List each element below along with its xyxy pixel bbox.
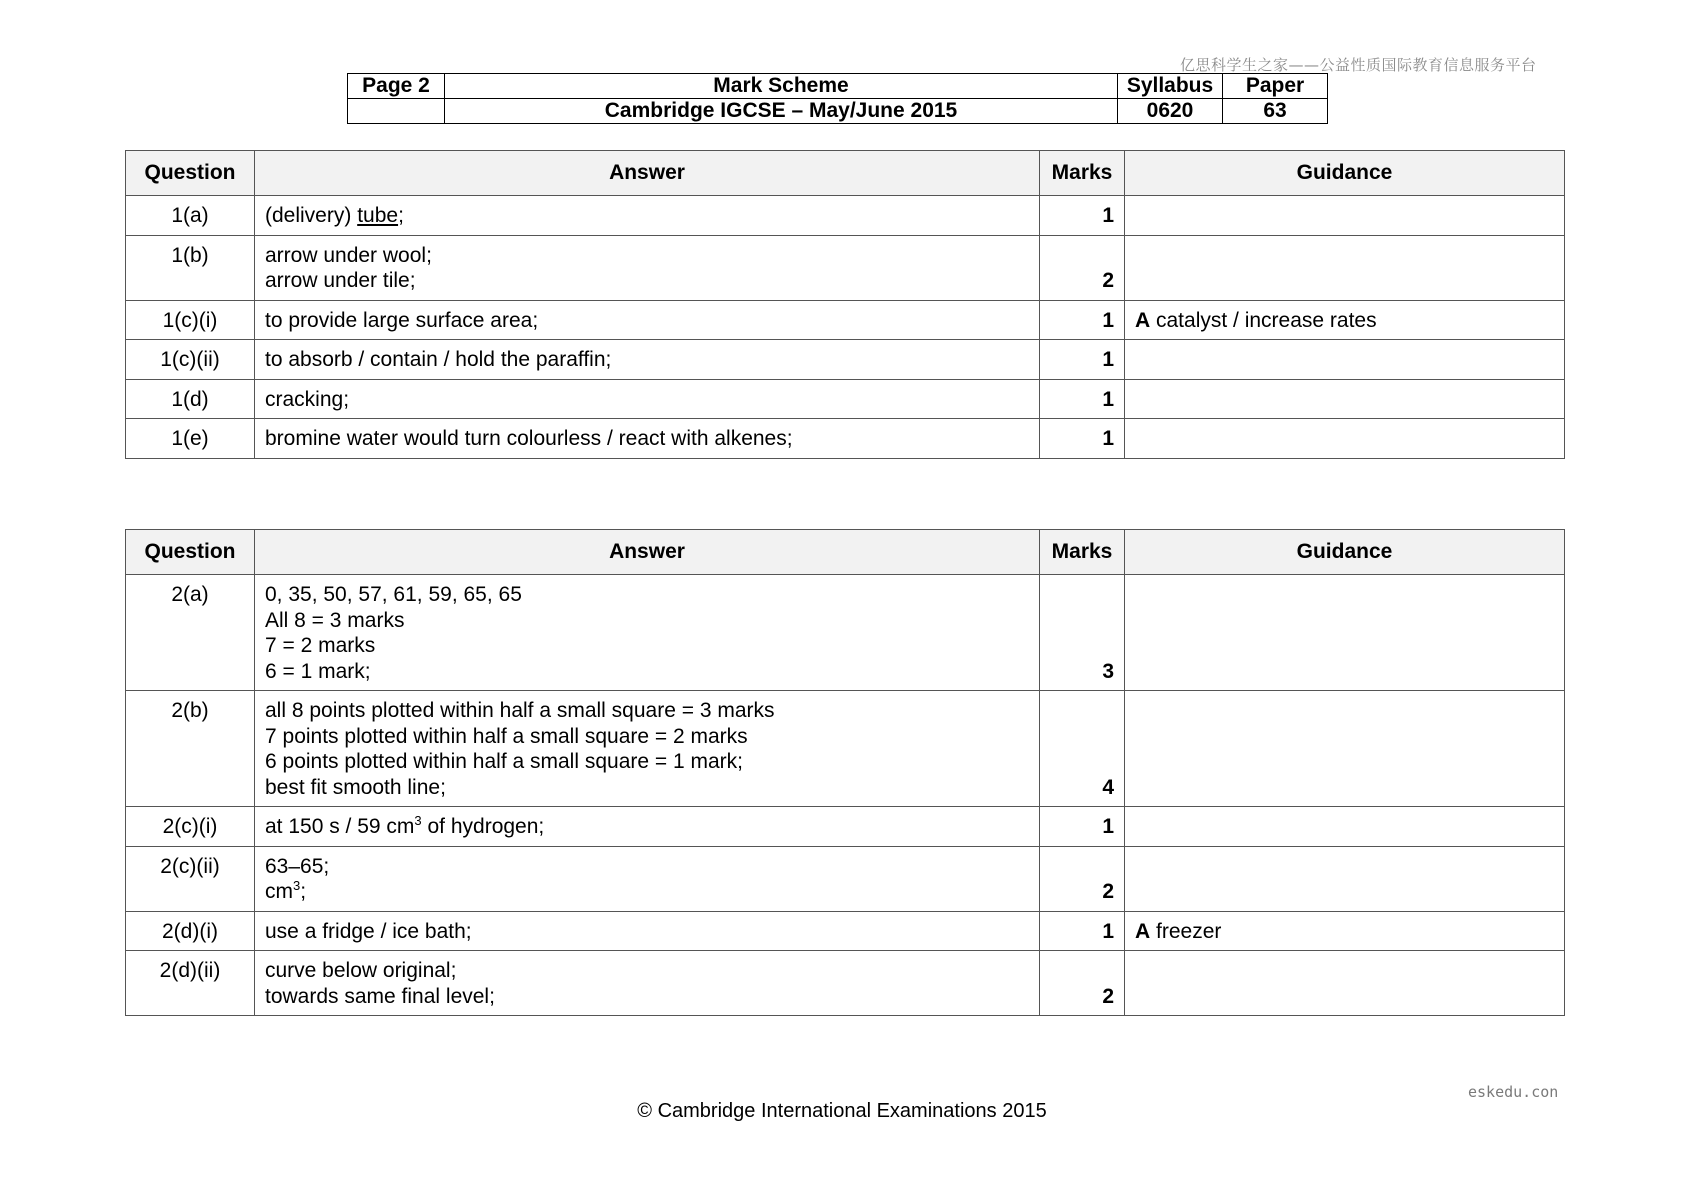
answer-cell: to absorb / contain / hold the paraffin; xyxy=(255,340,1040,380)
guidance-cell xyxy=(1125,846,1565,911)
answer-cell: arrow under wool; arrow under tile; xyxy=(255,235,1040,300)
col-marks-header: Marks xyxy=(1040,151,1125,196)
table-row xyxy=(126,379,1565,419)
paper-number: 63 xyxy=(1223,99,1328,124)
question-number: 2(a) xyxy=(126,575,255,691)
guidance-cell: A catalyst / increase rates xyxy=(1125,300,1565,340)
question-number: 2(b) xyxy=(126,691,255,807)
answer-cell: bromine water would turn colourless / react with alkenes; xyxy=(255,419,1040,459)
marks-cell: 1 xyxy=(1040,379,1125,419)
col-question-header: Question xyxy=(126,151,255,196)
marks-cell: 2 xyxy=(1040,951,1125,1016)
watermark-top: 亿思科学生之家——公益性质国际教育信息服务平台 xyxy=(1180,56,1537,74)
table-row xyxy=(126,691,1565,807)
guidance-cell xyxy=(1125,379,1565,419)
header-table xyxy=(347,73,1328,124)
table-row xyxy=(126,575,1565,691)
answer-cell: 0, 35, 50, 57, 61, 59, 65, 65 All 8 = 3 marks 7 = 2 marks 6 = 1 mark; xyxy=(255,575,1040,691)
page-label: Page 2 xyxy=(348,74,445,99)
guidance-cell xyxy=(1125,575,1565,691)
question-number: 2(c)(i) xyxy=(126,807,255,847)
answer-cell: to provide large surface area; xyxy=(255,300,1040,340)
syllabus-label: Syllabus xyxy=(1118,74,1223,99)
col-guidance-header: Guidance xyxy=(1125,530,1565,575)
marks-cell: 1 xyxy=(1040,911,1125,951)
guidance-cell xyxy=(1125,235,1565,300)
syllabus-code: 0620 xyxy=(1118,99,1223,124)
empty-cell xyxy=(348,99,445,124)
guidance-cell xyxy=(1125,807,1565,847)
answer-cell: use a fridge / ice bath; xyxy=(255,911,1040,951)
marks-cell: 1 xyxy=(1040,807,1125,847)
copyright-footer: © Cambridge International Examinations 2015 xyxy=(637,1100,1047,1122)
question-number: 2(c)(ii) xyxy=(126,846,255,911)
question-number: 2(d)(i) xyxy=(126,911,255,951)
question-number: 1(b) xyxy=(126,235,255,300)
marks-cell: 2 xyxy=(1040,846,1125,911)
table-row xyxy=(126,951,1565,1016)
mark-scheme-title: Mark Scheme xyxy=(445,74,1118,99)
question-number: 1(a) xyxy=(126,196,255,236)
mark-table-2 xyxy=(125,529,1565,1016)
col-guidance-header: Guidance xyxy=(1125,151,1565,196)
marks-cell: 1 xyxy=(1040,196,1125,236)
question-number: 1(c)(i) xyxy=(126,300,255,340)
guidance-cell xyxy=(1125,196,1565,236)
marks-cell: 1 xyxy=(1040,300,1125,340)
answer-cell: cracking; xyxy=(255,379,1040,419)
question-number: 1(d) xyxy=(126,379,255,419)
answer-cell: at 150 s / 59 $cm^3$ of hydrogen; xyxy=(255,807,1040,847)
answer-cell: curve below original; towards same final level; xyxy=(255,951,1040,1016)
table-row xyxy=(126,419,1565,459)
mark-table-1 xyxy=(125,150,1565,459)
paper-label: Paper xyxy=(1223,74,1328,99)
table-row xyxy=(126,807,1565,847)
exam-title: Cambridge IGCSE – May/June 2015 xyxy=(445,99,1118,124)
table-row xyxy=(126,911,1565,951)
marks-cell: 1 xyxy=(1040,419,1125,459)
col-question-header: Question xyxy=(126,530,255,575)
question-number: 2(d)(ii) xyxy=(126,951,255,1016)
table-row xyxy=(126,300,1565,340)
marks-cell: 3 xyxy=(1040,575,1125,691)
table-row xyxy=(126,846,1565,911)
table-row xyxy=(126,196,1565,236)
marks-cell: 2 xyxy=(1040,235,1125,300)
col-marks-header: Marks xyxy=(1040,530,1125,575)
guidance-cell xyxy=(1125,419,1565,459)
watermark-bottom: eskedu.con xyxy=(1468,1083,1559,1101)
marks-cell: 4 xyxy=(1040,691,1125,807)
question-number: 1(c)(ii) xyxy=(126,340,255,380)
answer-cell: (delivery) tube; xyxy=(255,196,1040,236)
answer-cell: 63–65; $cm^3$; xyxy=(255,846,1040,911)
answer-cell: all 8 points plotted within half a small square = 3 marks 7 points plotted within half a small square = 2 marks 6 points plotted within half a small square = 1 mark; best fit smooth line; xyxy=(255,691,1040,807)
table-row xyxy=(126,235,1565,300)
col-answer-header: Answer xyxy=(255,530,1040,575)
guidance-cell xyxy=(1125,951,1565,1016)
question-number: 1(e) xyxy=(126,419,255,459)
guidance-cell xyxy=(1125,691,1565,807)
marks-cell: 1 xyxy=(1040,340,1125,380)
col-answer-header: Answer xyxy=(255,151,1040,196)
guidance-cell xyxy=(1125,340,1565,380)
guidance-cell: A freezer xyxy=(1125,911,1565,951)
table-row xyxy=(126,340,1565,380)
